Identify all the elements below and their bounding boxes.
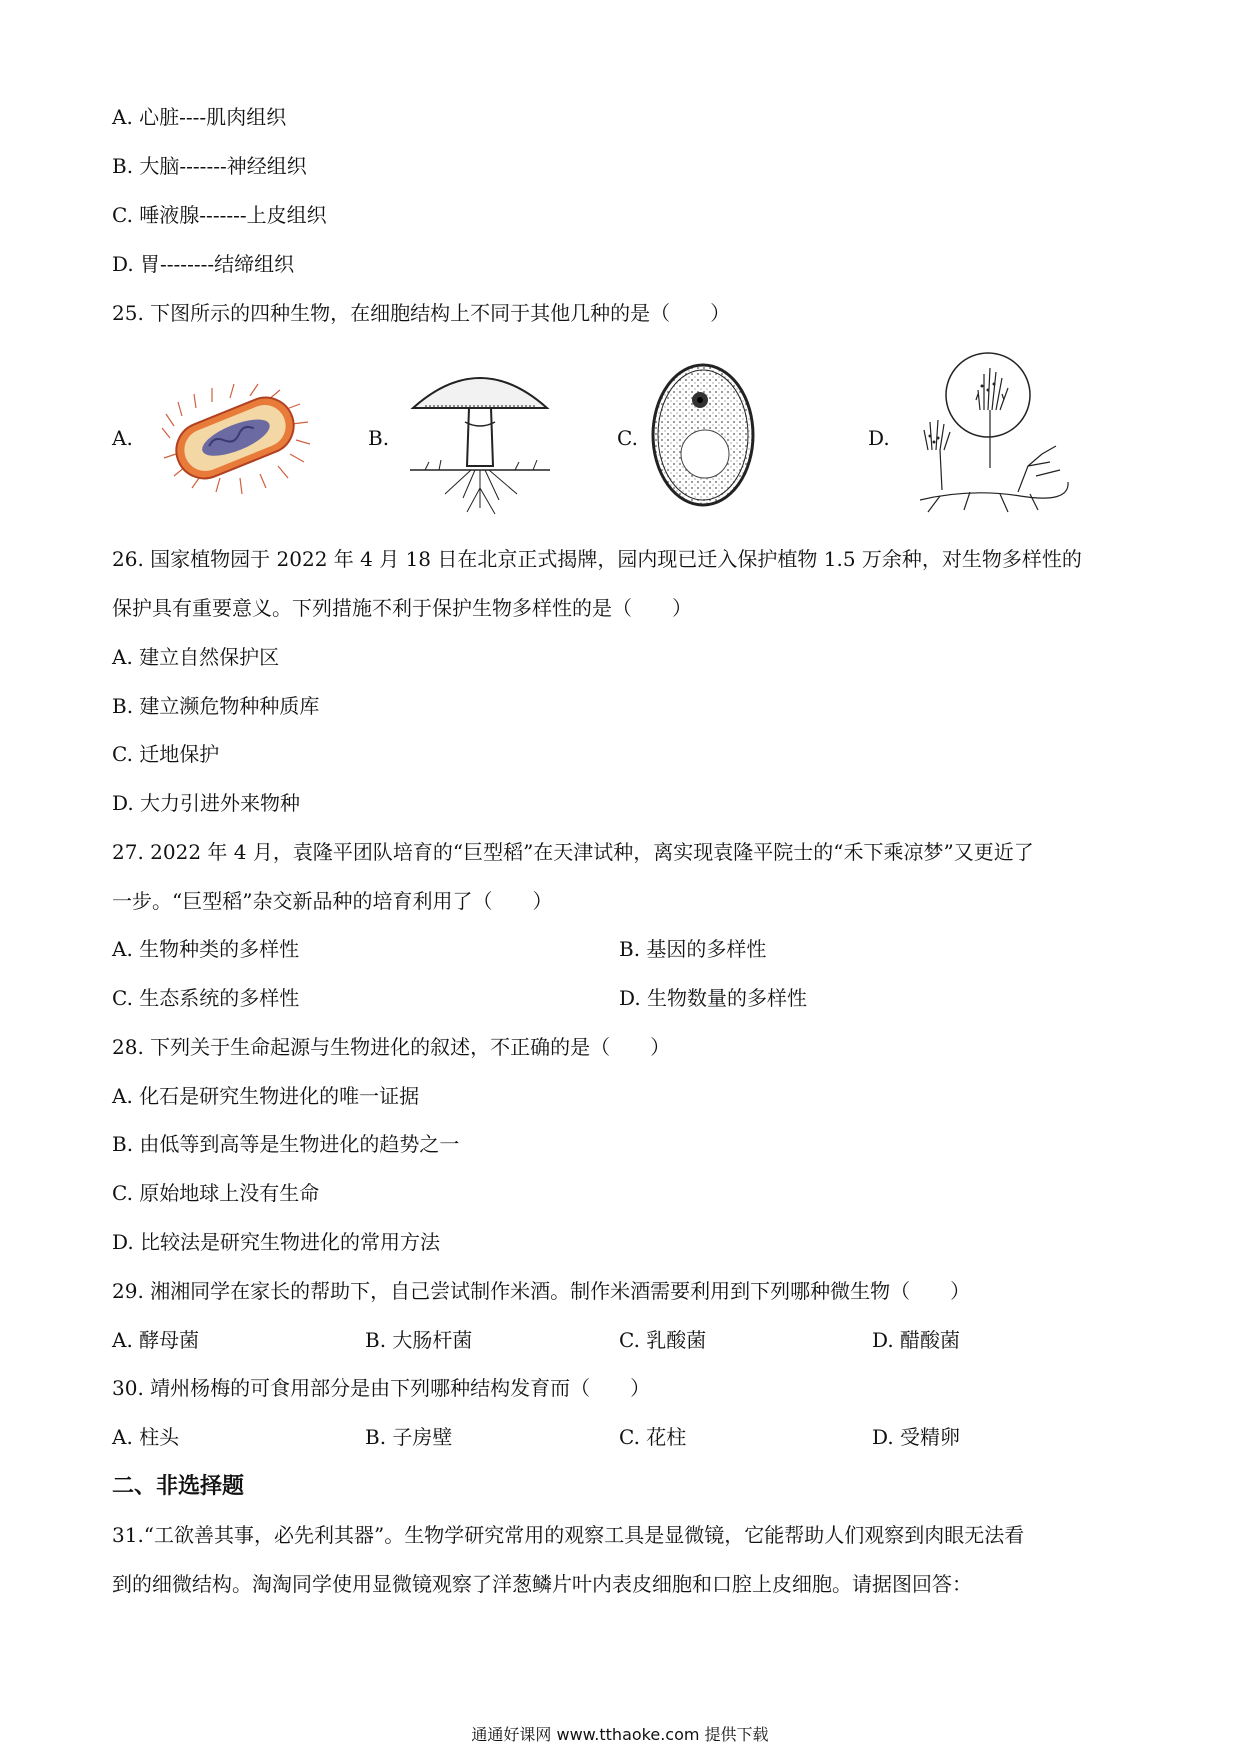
q29-option-d: D. 醋酸菌: [872, 1328, 961, 1352]
q26-option-b: B. 建立濒危物种种质库: [112, 694, 320, 718]
q27-option-b: B. 基因的多样性: [619, 937, 767, 961]
q26-stem-line2: 保护具有重要意义。下列措施不利于保护生物多样性的是（ ）: [112, 596, 692, 620]
q27-stem-line1: 27. 2022 年 4 月，袁隆平团队培育的“巨型稻”在天津试种，离实现袁隆平院士的“禾下乘凉梦”又更近了: [112, 840, 1034, 864]
q31-stem-line2: 到的细微结构。淘淘同学使用显微镜观察了洋葱鳞片叶内表皮细胞和口腔上皮细胞。请据图回答：: [112, 1572, 972, 1596]
q30-stem: 30. 靖州杨梅的可食用部分是由下列哪种结构发育而（ ）: [112, 1376, 651, 1400]
q30-option-d: D. 受精卵: [872, 1425, 961, 1449]
mushroom-icon: [405, 358, 555, 518]
q25-label-d: D.: [868, 426, 890, 450]
q30-option-c: C. 花柱: [619, 1425, 687, 1449]
q27-stem-line2: 一步。“巨型稻”杂交新品种的培育利用了（ ）: [112, 889, 553, 913]
q30-option-a: A. 柱头: [112, 1425, 180, 1449]
q28-option-c: C. 原始地球上没有生命: [112, 1181, 320, 1205]
q31-stem-line1: 31.“工欲善其事，必先利其器”。生物学研究常用的观察工具是显微镜，它能帮助人们观察到肉眼无法看: [112, 1523, 1025, 1547]
q29-option-a: A. 酵母菌: [112, 1328, 200, 1352]
q29-option-c: C. 乳酸菌: [619, 1328, 707, 1352]
q24-option-d: D. 胃--------结缔组织: [112, 252, 295, 276]
q28-option-a: A. 化石是研究生物进化的唯一证据: [112, 1084, 420, 1108]
q26-stem-line1: 26. 国家植物园于 2022 年 4 月 18 日在北京正式揭牌，园内现已迁入保护植物 1.5 万余种，对生物多样性的: [112, 547, 1082, 571]
q28-option-d: D. 比较法是研究生物进化的常用方法: [112, 1230, 441, 1254]
q28-option-b: B. 由低等到高等是生物进化的趋势之一: [112, 1132, 460, 1156]
q30-option-b: B. 子房壁: [365, 1425, 453, 1449]
q24-option-a: A. 心脏----肌肉组织: [112, 105, 287, 129]
q27-option-c: C. 生态系统的多样性: [112, 986, 300, 1010]
bacterium-icon: [160, 378, 310, 498]
page-footer: 通通好课网 www.tthaoke.com 提供下载: [471, 1725, 769, 1744]
q25-label-c: C.: [617, 426, 638, 450]
q27-option-a: A. 生物种类的多样性: [112, 937, 300, 961]
q26-option-d: D. 大力引进外来物种: [112, 791, 301, 815]
yeast-cell-icon: [648, 360, 758, 510]
q28-stem: 28. 下列关于生命起源与生物进化的叙述，不正确的是（ ）: [112, 1035, 671, 1059]
q29-stem: 29. 湘湘同学在家长的帮助下，自己尝试制作米酒。制作米酒需要利用到下列哪种微生物（ ）: [112, 1279, 971, 1303]
q26-option-c: C. 迁地保护: [112, 742, 220, 766]
q24-option-b: B. 大脑-------神经组织: [112, 154, 307, 178]
q26-option-a: A. 建立自然保护区: [112, 645, 280, 669]
q25-label-a: A.: [112, 426, 133, 450]
q25-label-b: B.: [368, 426, 390, 450]
section-heading: 二、非选择题: [112, 1473, 245, 1499]
mold-icon: [910, 350, 1070, 520]
q29-option-b: B. 大肠杆菌: [365, 1328, 473, 1352]
q24-option-c: C. 唾液腺-------上皮组织: [112, 203, 327, 227]
q27-option-d: D. 生物数量的多样性: [619, 986, 808, 1010]
q25-stem: 25. 下图所示的四种生物，在细胞结构上不同于其他几种的是（ ）: [112, 301, 731, 325]
